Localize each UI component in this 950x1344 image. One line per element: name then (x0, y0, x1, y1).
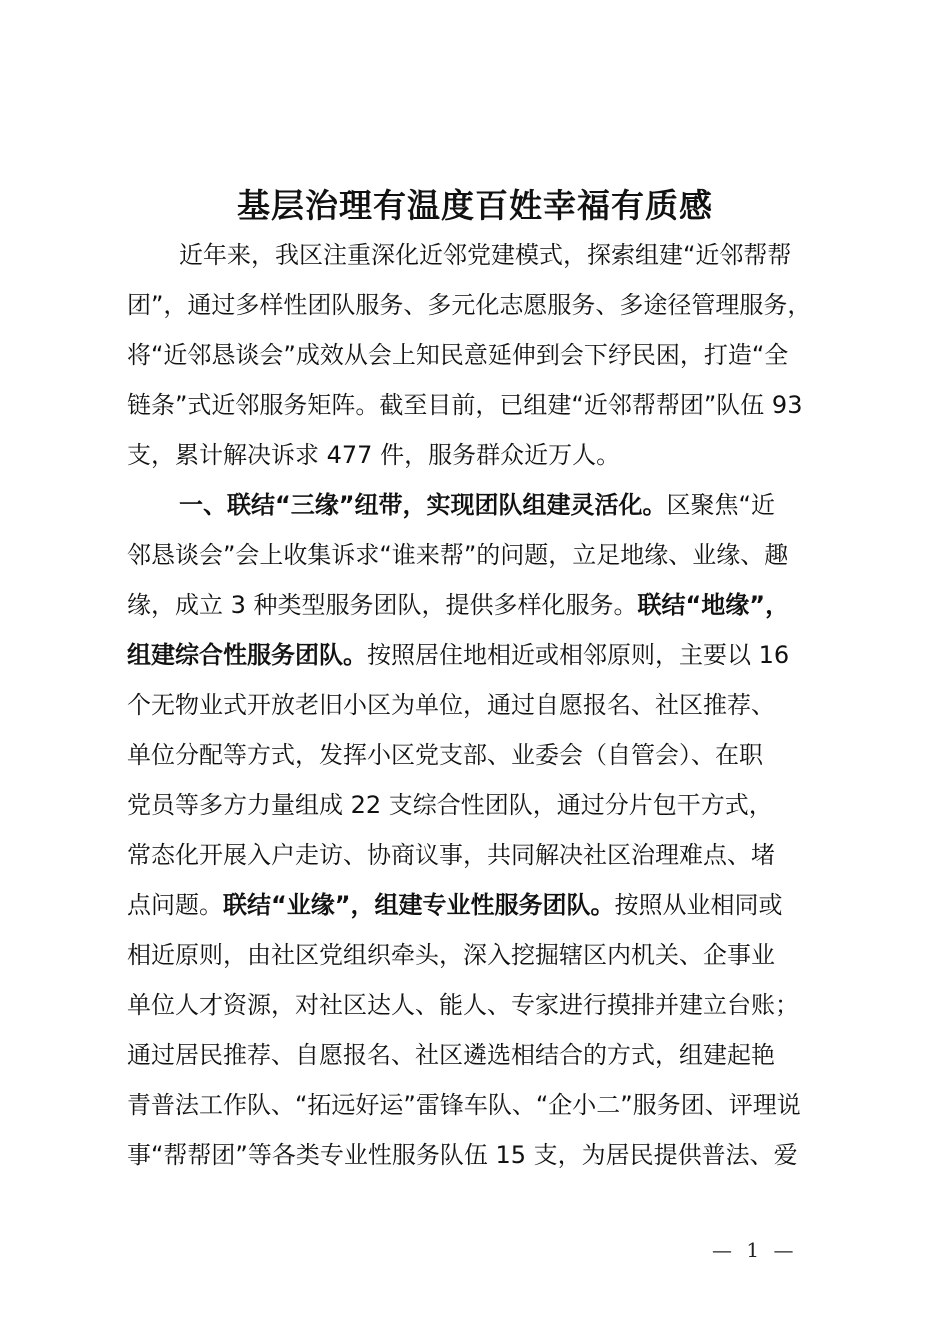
text-line (127, 1030, 867, 1080)
text-run: 单位分配等方式，发挥小区党支部、业委会（自管会）、在职 (127, 741, 763, 769)
text-run: 按照从业相同或 (614, 891, 783, 919)
text-run: 团”，通过多样性团队服务、多元化志愿服务、多途径管理服务， (127, 291, 812, 319)
text-line (127, 280, 867, 330)
text-run: 个无物业式开放老旧小区为单位，通过自愿报名、社区推荐、 (127, 691, 775, 719)
text-run: 将“近邻恳谈会”成效从会上知民意延伸到会下纾民困，打造“全 (127, 341, 789, 369)
text-line (127, 880, 867, 930)
text-line (127, 580, 867, 630)
text-line (127, 430, 867, 480)
text-line (127, 230, 867, 280)
text-line (127, 1080, 867, 1130)
text-run: 单位人才资源，对社区达人、能人、专家进行摸排并建立台账； (127, 991, 799, 1019)
text-line (127, 680, 867, 730)
text-run: 链条”式近邻服务矩阵。截至目前，已组建“近邻帮帮团”队伍 93 (127, 391, 803, 419)
text-run: 点问题。 (127, 891, 223, 919)
text-line (127, 830, 867, 880)
text-line (127, 530, 867, 580)
bold-run: 联结“地缘”， (637, 591, 790, 619)
text-run: 青普法工作队、“拓远好运”雷锋车队、“企小二”服务团、评理说 (127, 1091, 801, 1119)
text-run: 事“帮帮团”等各类专业性服务队伍 15 支，为居民提供普法、爱 (127, 1141, 798, 1169)
text-line (127, 330, 867, 380)
text-run: 支，累计解决诉求 477 件，服务群众近万人。 (127, 441, 621, 469)
document-body (127, 230, 867, 1180)
text-line (127, 1130, 867, 1180)
section-heading-line (127, 480, 867, 530)
text-run: 按照居住地相近或相邻原则，主要以 16 (367, 641, 790, 669)
text-run: 党员等多方力量组成 22 支综合性团队，通过分片包干方式， (127, 791, 773, 819)
text-run: 通过居民推荐、自愿报名、社区遴选相结合的方式，组建起艳 (127, 1041, 775, 1069)
text-line (127, 630, 867, 680)
text-run: 常态化开展入户走访、协商议事，共同解决社区治理难点、堵 (127, 841, 775, 869)
text-line (127, 930, 867, 980)
text-line (127, 730, 867, 780)
text-line (127, 380, 867, 430)
text-run: 区聚焦“近 (666, 491, 775, 519)
bold-run: 联结“业缘”，组建专业性服务团队。 (223, 891, 615, 919)
text-run: 近年来，我区注重深化近邻党建模式，探索组建“近邻帮帮 (179, 241, 792, 269)
text-run: 相近原则，由社区党组织牵头，深入挖掘辖区内机关、企事业 (127, 941, 775, 969)
text-run: 邻恳谈会”会上收集诉求“谁来帮”的问题，立足地缘、业缘、趣 (127, 541, 789, 569)
text-run: 缘，成立 3 种类型服务团队，提供多样化服务。 (127, 591, 638, 619)
page-number: — 1 — (712, 1238, 798, 1262)
bold-run: 组建综合性服务团队。 (127, 641, 367, 669)
section-heading: 一、联结“三缘”纽带，实现团队组建灵活化。 (179, 491, 667, 519)
document-title: 基层治理有温度百姓幸福有质感 (237, 186, 713, 225)
text-line (127, 980, 867, 1030)
text-line (127, 780, 867, 830)
